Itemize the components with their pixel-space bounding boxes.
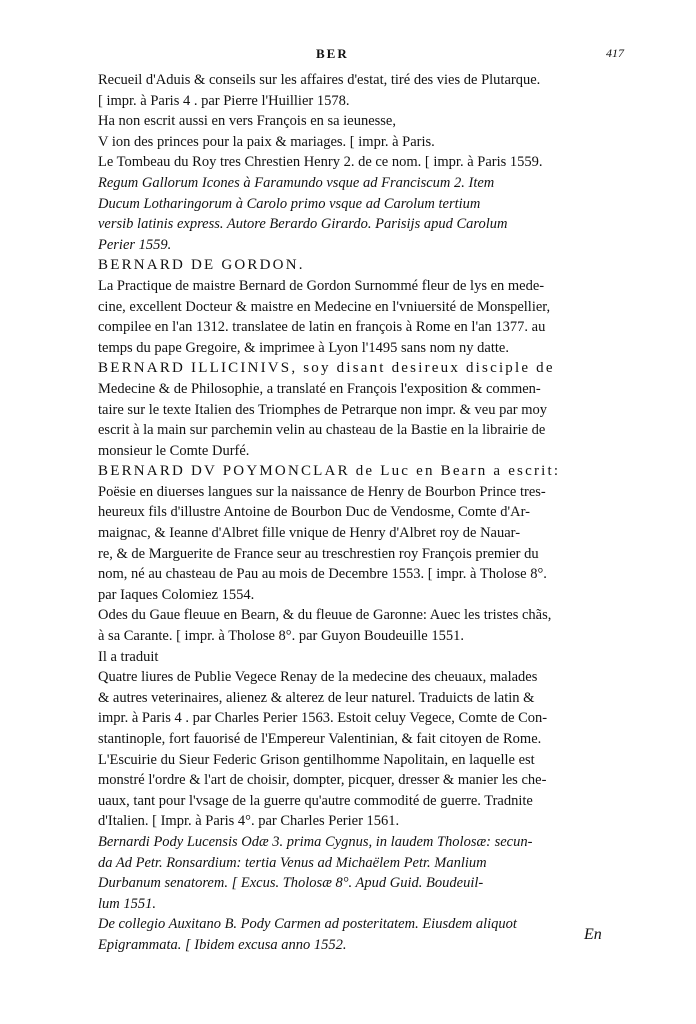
text-line: Odes du Gaue fleuue en Bearn, & du fleuue de Garonne: Auec les tristes chãs, [98,607,552,624]
text-line: L'Escuirie du Sieur Federic Grison gentilhomme Napolitain, en laquelle est [98,751,535,768]
text-line: impr. à Paris 4 . par Charles Perier 1563. Estoit celuy Vegece, Comte de Con- [98,710,548,727]
text-line: & autres veterinaires, alienez & alterez de leur naturel. Traduicts de latin & [98,689,535,706]
text-line: uaux, tant pour l'vsage de la guerre qu'autre commodité de guerre. Tradnite [98,792,533,809]
text-line: Quatre liures de Publie Vegece Renay de la medecine des cheuaux, malades [98,669,538,686]
page-header [0,44,696,66]
text-line: monsieur le Comte Durfé. [98,442,250,459]
text-line: escrit à la main sur parchemin velin au chasteau de la Bastie en la librairie de [98,422,546,439]
text-line: Bernardi Pody Lucensis Odæ 3. prima Cygnus, in laudem Tholosæ: secun- [98,833,533,850]
text-line: re, & de Marguerite de France seur au treschrestien roy François premier du [98,545,539,562]
text-line: versib latinis express. Autore Berardo Girardo. Parisijs apud Carolum [98,216,508,233]
text-line: heureux fils d'illustre Antoine de Bourbon Duc de Vendosme, Comte d'Ar- [98,504,530,521]
text-line: Durbanum senatorem. [ Excus. Tholosæ 8°. Apud Guid. Boudeuil- [98,875,484,892]
text-line: Perier 1559. [98,236,172,253]
text-line: Regum Gallorum Icones à Faramundo vsque ad Franciscum 2. Item [98,174,495,191]
text-line: d'Italien. [ Impr. à Paris 4°. par Charles Perier 1561. [98,813,400,830]
text-line: Il a traduit [98,648,159,665]
text-line: Ha non escrit aussi en vers François en sa ieunesse, [98,113,396,130]
text-line: Le Tombeau du Roy tres Chrestien Henry 2. de ce nom. [ impr. à Paris 1559. [98,154,543,171]
author-heading: BERNARD DV POYMONCLAR de Luc en Bearn a escrit: [98,463,561,480]
page-body [98,70,638,956]
running-head: BER [316,46,349,61]
text-line: La Practique de maistre Bernard de Gordon Surnommé fleur de lys en mede- [98,277,545,294]
page-number: 417 [606,46,624,60]
author-heading: BERNARD DE GORDON. [98,257,305,274]
text-line: monstré l'ordre & l'art de choisir, dompter, picquer, dresser & manier les che- [98,772,547,789]
text-line: nom, né au chasteau de Pau au mois de Decembre 1553. [ impr. à Tholose 8°. [98,566,547,583]
text-line: Ducum Lotharingorum à Carolo primo vsque ad Carolum tertium [98,195,481,212]
catchword: En [584,926,602,943]
text-line: De collegio Auxitano B. Pody Carmen ad posteritatem. Eiusdem aliquot [98,916,517,933]
text-line: Epigrammata. [ Ibidem excusa anno 1552. [98,936,347,953]
text-line: stantinople, fort fauorisé de l'Empereur Valentinian, & fait citoyen de Rome. [98,731,542,747]
text-line: taire sur le texte Italien des Triomphes de Petrarque non impr. & veu par moy [98,401,547,418]
text-line: compilee en l'an 1312. translatee de latin en françois à Rome en l'an 1377. au [98,319,546,336]
text-line: Medecine & de Philosophie, a translaté en François l'exposition & commen- [98,380,541,397]
text-line: Poësie en diuerses langues sur la naissance de Henry de Bourbon Prince tres- [98,483,546,500]
text-line: lum 1551. [98,895,156,912]
text-line: cine, excellent Docteur & maistre en Medecine en l'vniuersité de Monspellier, [98,298,551,315]
text-line: V ion des princes pour la paix & mariages. [ impr. à Paris. [98,133,435,150]
text-line: par Iaques Colomiez 1554. [98,586,255,603]
text-line: [ impr. à Paris 4 . par Pierre l'Huillier 1578. [98,92,350,109]
text-line: à sa Carante. [ impr. à Tholose 8°. par Guyon Boudeuille 1551. [98,628,464,645]
text-line: maignac, & Ieanne d'Albret fille vnique de Henry d'Albret roy de Nauar- [98,525,521,542]
author-heading: BERNARD ILLICINIVS, soy disant desireux disciple de [98,360,555,377]
text-line: temps du pape Gregoire, & imprimee à Lyon l'1495 sans nom ny datte. [98,339,509,356]
text-line: Recueil d'Aduis & conseils sur les affaires d'estat, tiré des vies de Plutarque. [98,72,541,88]
text-line: da Ad Petr. Ronsardium: tertia Venus ad Michaëlem Petr. Manlium [98,854,487,871]
